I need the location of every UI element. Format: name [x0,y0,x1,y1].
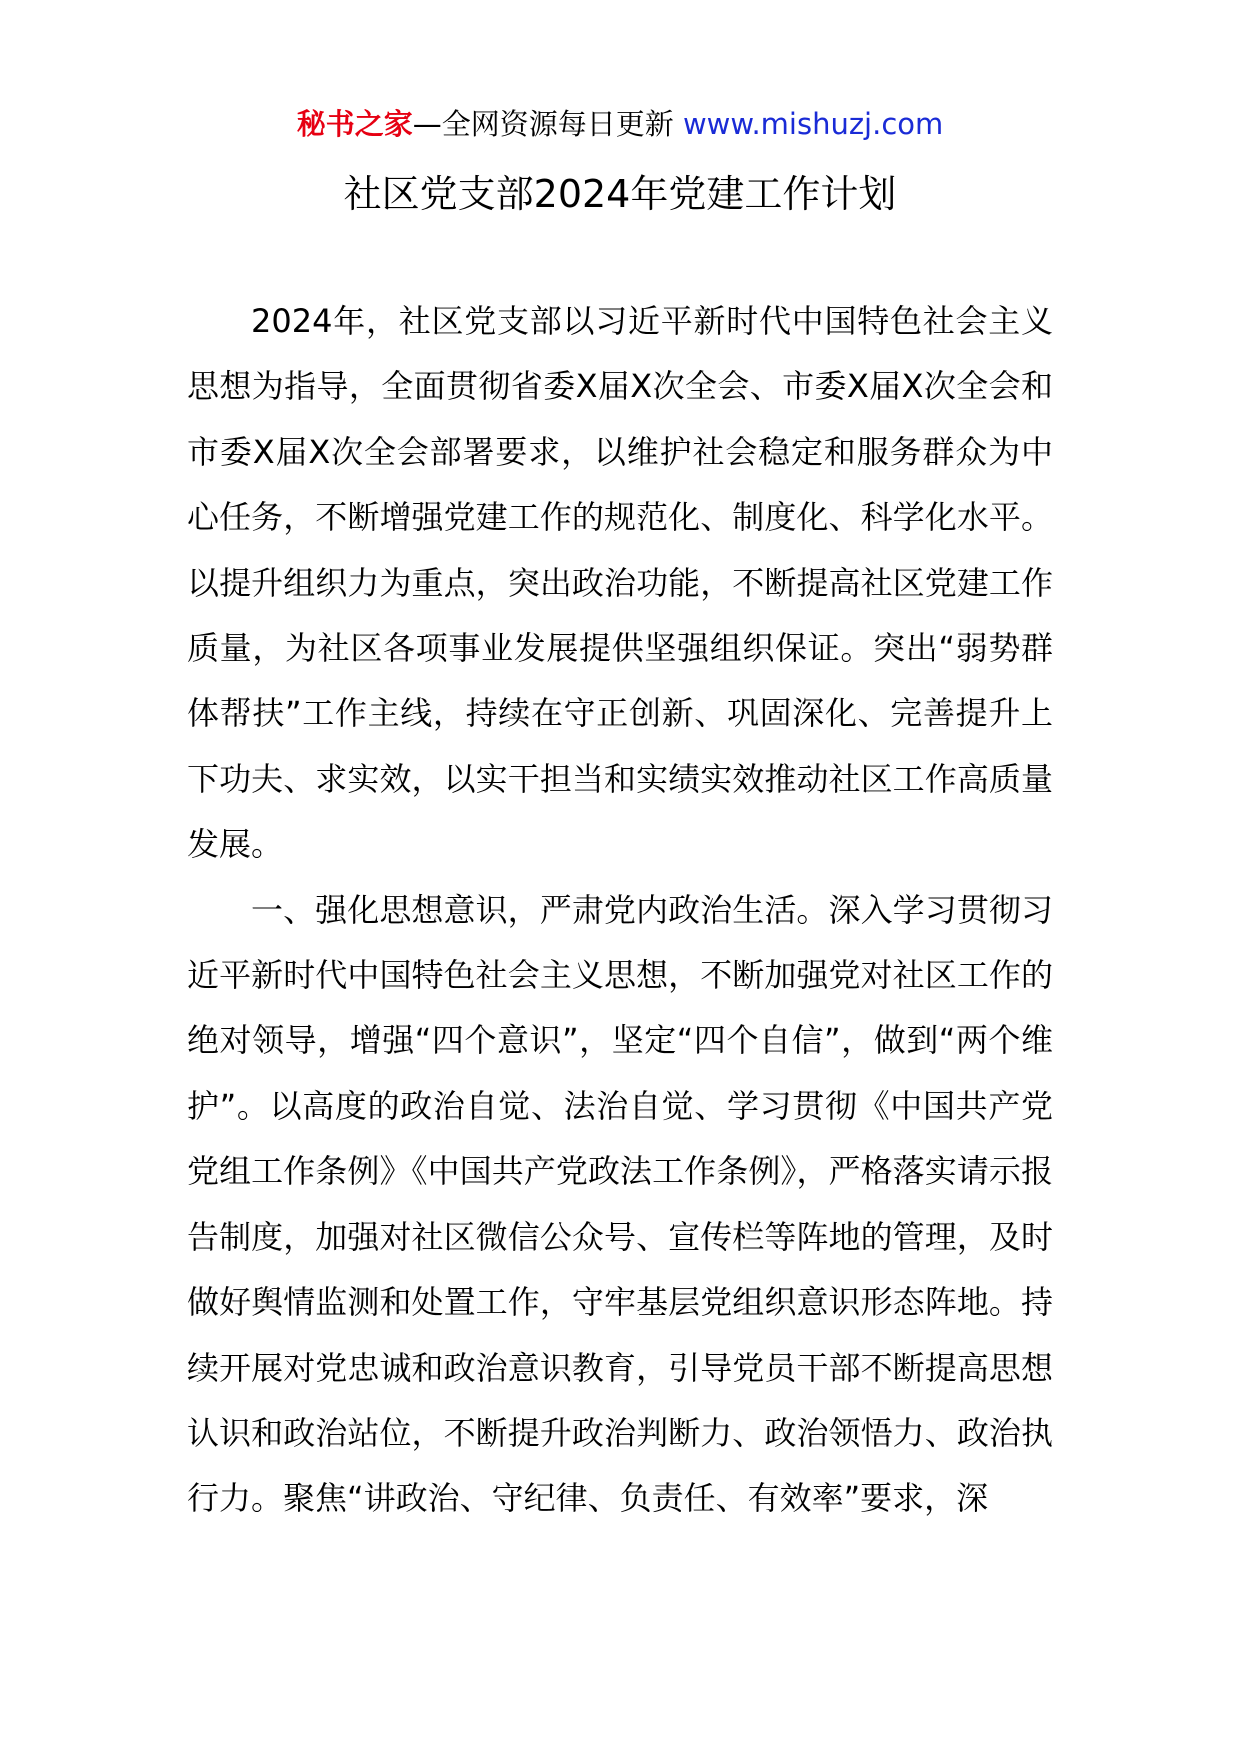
site-banner [0,100,1240,148]
document-body [187,289,1053,1532]
banner-site-link[interactable]: www.mishuzj.com [682,107,944,141]
banner-tagline: —全网资源每日更新 [412,107,674,141]
paragraph-section-1: 一、强化思想意识，严肃党内政治生活。深入学习贯彻习近平新时代中国特色社会主义思想，不断加强党对社区工作的绝对领导，增强“四个意识”，坚定“四个自信”，做到“两个维护”。以高度的政治自觉、法治自觉、学习贯彻《中国共产党党组工作条例》《中国共产党政法工作条例》，严格落实请示报告制度，加强对社区微信公众号、宣传栏等阵地的管理，及时做好舆情监测和处置工作，守牢基层党组织意识形态阵地。持续开展对党忠诚和政治意识教育，引导党员干部不断提高思想认识和政治站位，不断提升政治判断力、政治领悟力、政治执行力。聚焦“讲政治、守纪律、负责任、有效率”要求，深 [187,890,1053,1518]
paragraph-intro: 2024年，社区党支部以习近平新时代中国特色社会主义思想为指导，全面贯彻省委X届X次全会、市委X届X次全会和市委X届X次全会部署要求，以维护社会稳定和服务群众为中心任务，不断增强党建工作的规范化、制度化、科学化水平。以提升组织力为重点，突出政治功能，不断提高社区党建工作质量，为社区各项事业发展提供坚强组织保证。突出“弱势群体帮扶”工作主线，持续在守正创新、巩固深化、完善提升上下功夫、求实效，以实干担当和实绩实效推动社区工作高质量发展。 [187,302,1053,864]
document-title: 社区党支部2024年党建工作计划 [343,172,897,216]
banner-brand: 秘书之家 [296,107,413,141]
